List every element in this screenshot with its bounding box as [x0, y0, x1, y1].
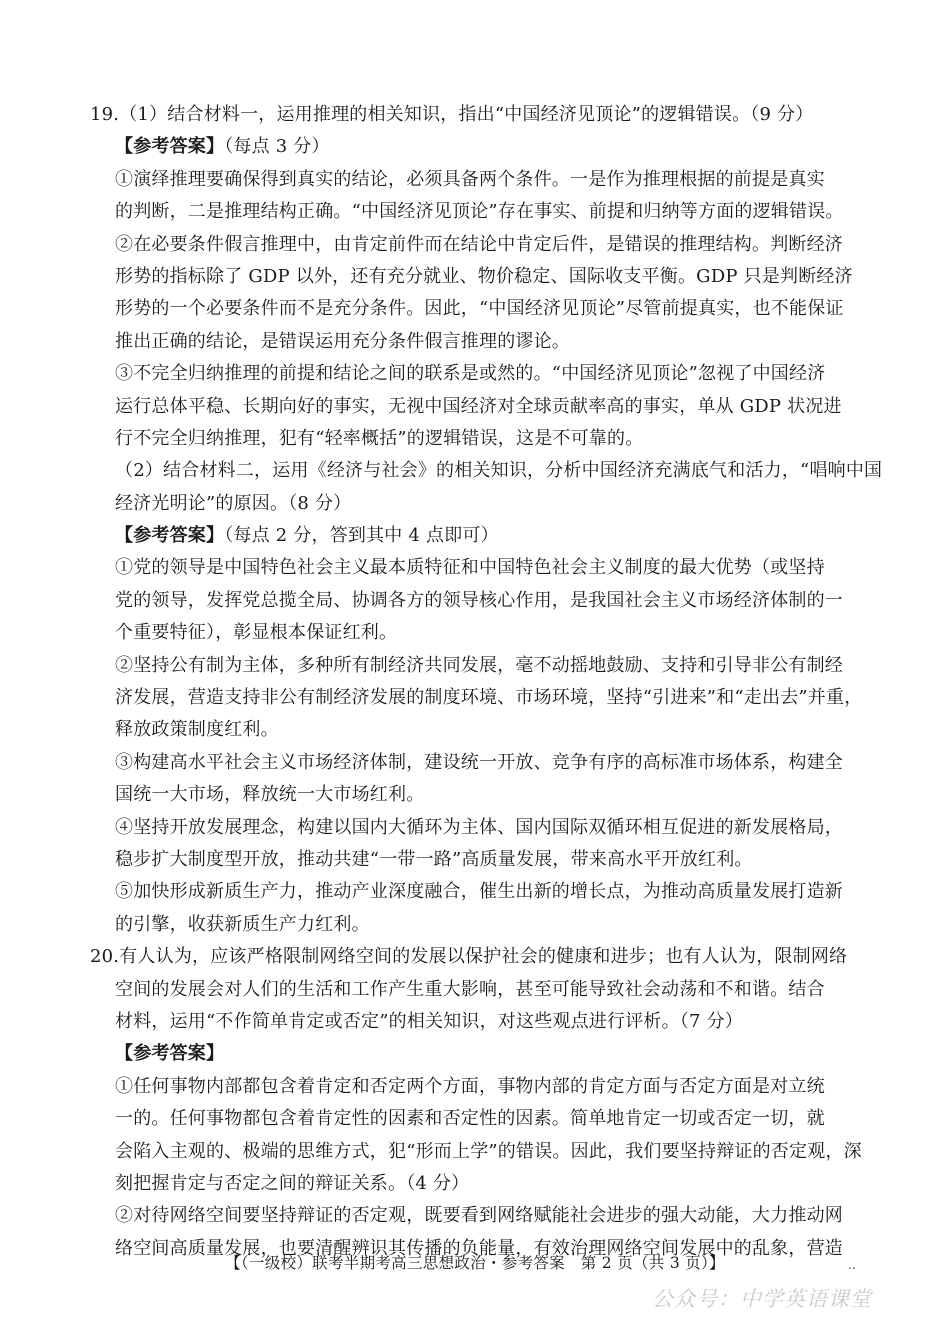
line-text: 个重要特征），彰显根本保证红利。 [115, 622, 398, 644]
line-text: 空间的发展会对人们的生活和工作产生重大影响，甚至可能导致社会动荡和不和谐。结合 [115, 978, 825, 1000]
line-text: （每点 3 分） [224, 136, 330, 158]
line-text: 形势的指标除了 GDP 以外，还有充分就业、物价稳定、国际收支平衡。GDP 只是判断经济 [115, 265, 853, 287]
answer-line [90, 423, 870, 455]
answer-line [90, 1006, 870, 1038]
line-text: ①演绎推理要确保得到真实的结论，必须具备两个条件。一是作为推理根据的前提是真实 [115, 168, 825, 190]
line-text: 19.（1）结合材料一，运用推理的相关知识，指出“中国经济见顶论”的逻辑错误。（9 分） [90, 104, 814, 125]
answer-line [90, 779, 870, 811]
line-text: ②对待网络空间要坚持辩证的否定观，既要看到网络赋能社会进步的强大动能，大力推动网 [115, 1205, 843, 1227]
answer-line [90, 812, 870, 844]
line-text: ⑤加快形成新质生产力，推动产业深度融合，催生出新的增长点，为推动高质量发展打造新 [115, 881, 843, 903]
answer-line [90, 909, 870, 941]
line-text: ①任何事物内部都包含着肯定和否定两个方面，事物内部的肯定方面与否定方面是对立统 [115, 1075, 825, 1097]
line-text: 会陷入主观的、极端的思维方式，犯“形而上学”的错误。因此，我们要坚持辩证的否定观，深 [115, 1140, 862, 1162]
answer-line [90, 844, 870, 876]
answer-line [90, 358, 870, 390]
answer-content [90, 99, 883, 1265]
line-text: 形势的一个必要条件而不是充分条件。因此，“中国经济见顶论”尽管前提真实，也不能保证 [115, 298, 844, 320]
line-text: 稳步扩大制度型开放，推动共建“一带一路”高质量发展，带来高水平开放红利。 [115, 848, 753, 870]
answer-line [90, 391, 870, 423]
reference-answer-label: 【参考答案】 [115, 136, 225, 158]
answer-heading [90, 520, 870, 552]
line-text: ①党的领导是中国特色社会主义最本质特征和中国特色社会主义制度的最大优势（或坚持 [115, 557, 825, 579]
answer-line [90, 585, 870, 617]
answer-line [90, 488, 870, 520]
line-text: 一的。任何事物都包含着肯定性的因素和否定性的因素。简单地肯定一切或否定一切，就 [115, 1108, 825, 1130]
answer-line [90, 1071, 870, 1103]
answer-line [90, 617, 870, 649]
answer-line [90, 326, 870, 358]
answer-line [90, 1103, 870, 1135]
answer-heading [90, 131, 870, 163]
answer-line [90, 196, 870, 228]
line-text: 的判断，二是推理结构正确。“中国经济见顶论”存在事实、前提和归纳等方面的逻辑错误。 [115, 201, 844, 223]
question-line [90, 99, 870, 131]
line-text: 运行总体平稳、长期向好的事实，无视中国经济对全球贡献率高的事实，单从 GDP 状况进 [115, 395, 842, 417]
answer-line [90, 876, 870, 908]
line-text: 国统一大市场，释放统一大市场红利。 [115, 784, 425, 806]
answer-line [90, 650, 870, 682]
answer-line [90, 714, 870, 746]
line-text: ②在必要条件假言推理中，由肯定前件而在结论中肯定后件，是错误的推理结构。判断经济 [115, 233, 843, 255]
answer-line [90, 229, 870, 261]
answer-line [90, 293, 870, 325]
line-text: （每点 2 分，答到其中 4 点即可） [224, 525, 499, 547]
footer-mark: .. [848, 1258, 856, 1272]
watermark: 公众号：中学英语课堂 [652, 1287, 872, 1311]
line-text: 释放政策制度红利。 [115, 719, 279, 741]
line-text: ④坚持开放发展理念，构建以国内大循环为主体、国内国际双循环相互促进的新发展格局， [115, 816, 843, 838]
line-text: 络空间高质量发展，也要清醒辨识其传播的负能量，有效治理网络空间发展中的乱象，营造 [115, 1237, 843, 1259]
answer-line [90, 974, 870, 1006]
reference-answer-label: 【参考答案】 [115, 525, 225, 547]
line-text: （2）结合材料二，运用《经济与社会》的相关知识，分析中国经济充满底气和活力，“唱响中国 [115, 460, 883, 482]
line-text: 20.有人认为，应该严格限制网络空间的发展以保护社会的健康和进步；也有人认为，限制网络 [90, 946, 848, 968]
answer-line [90, 552, 870, 584]
question-line [90, 941, 870, 973]
answer-line [90, 455, 883, 487]
reference-answer-label: 【参考答案】 [115, 1043, 225, 1065]
answer-line [90, 1168, 870, 1200]
line-text: ③构建高水平社会主义市场经济体制，建设统一开放、竞争有序的高标准市场体系，构建全 [115, 751, 843, 773]
answer-line [90, 261, 870, 293]
answer-line [90, 1200, 870, 1232]
answer-line [90, 164, 870, 196]
answer-line [90, 1136, 870, 1168]
answer-line [90, 747, 870, 779]
line-text: 材料，运用“不作简单肯定或否定”的相关知识，对这些观点进行评析。（7 分） [115, 1010, 743, 1032]
line-text: ③不完全归纳推理的前提和结论之间的联系是或然的。“中国经济见顶论”忽视了中国经济 [115, 363, 826, 385]
line-text: ②坚持公有制为主体，多种所有制经济共同发展，毫不动摇地鼓励、支持和引导非公有制经 [115, 654, 843, 676]
line-text: 经济光明论”的原因。（8 分） [115, 492, 352, 514]
line-text: 推出正确的结论，是错误运用充分条件假言推理的谬论。 [115, 330, 570, 352]
line-text: 刻把握肯定与否定之间的辩证关系。（4 分） [115, 1172, 470, 1194]
line-text: 行不完全归纳推理，犯有“轻率概括”的逻辑错误，这是不可靠的。 [115, 427, 644, 449]
line-text: 济发展，营造支持非公有制经济发展的制度环境、市场环境，坚持“引进来”和“走出去”并重， [115, 687, 863, 709]
line-text: 的引擎，收获新质生产力红利。 [115, 913, 370, 935]
answer-heading [90, 1038, 870, 1070]
line-text: 党的领导，发挥党总揽全局、协调各方的领导核心作用，是我国社会主义市场经济体制的一 [115, 589, 843, 611]
answer-line [90, 682, 870, 714]
page-footer: 【（一级校）联考半期考高三思想政治・参考答案 第 2 页（共 3 页）】 [225, 1254, 725, 1272]
